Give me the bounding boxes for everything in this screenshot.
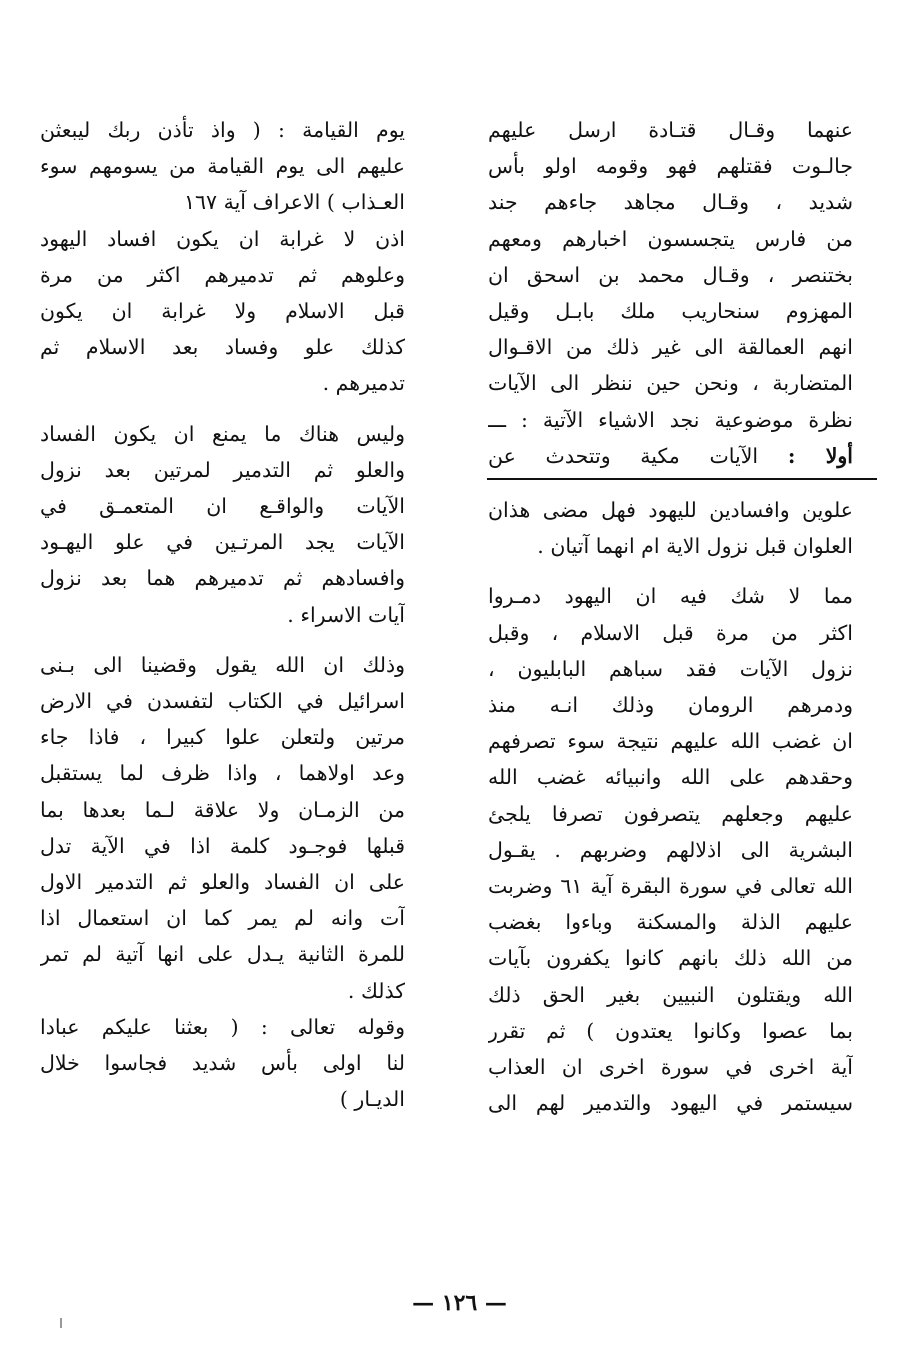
- text-line: قبل الاسلام ولا غرابة ان يكون: [40, 299, 405, 324]
- text-line: انهم العمالقة الى غير ذلك من الاقـوال: [488, 335, 853, 360]
- text-line: العلوان قبل نزول الاية ام انهما آتيان .: [537, 534, 853, 559]
- text-line: ودمرهم الرومان وذلك انـه منذ: [488, 693, 853, 718]
- text-line: وافسادهم ثم تدميرهم هما بعد نزول: [40, 566, 405, 591]
- text-line: من فارس يتجسسون اخبارهم ومعهم: [488, 226, 853, 251]
- text-line: نظرة موضوعية نجد الاشياء الآتية : ـــ: [488, 407, 853, 432]
- text-line: على ان الفساد والعلو ثم التدمير الاول: [40, 870, 405, 895]
- text-line: شديد ، وقـال مجاهد جاءهم جند: [488, 190, 853, 215]
- text-line: من الله ذلك بانهم كانوا يكفرون بآيات: [488, 946, 853, 971]
- right-paragraph-1: [488, 112, 853, 564]
- text-line: ان غضب الله عليهم نتيجة سوء تصرفهم: [488, 729, 853, 754]
- text-line: آية اخرى في سورة اخرى ان العذاب: [488, 1055, 853, 1080]
- text-line: والعلو ثم التدمير لمرتين بعد نزول: [40, 457, 405, 482]
- text-line: سيستمر في اليهود والتدمير لهم الى: [488, 1091, 853, 1116]
- text-line: مرتين ولتعلن علوا كبيرا ، فاذا جاء: [40, 725, 405, 750]
- text-line: الآيات يجد المرتـين في علو اليهـود: [40, 530, 405, 555]
- text-line: اذن لا غرابة ان يكون افساد اليهود: [40, 226, 405, 251]
- left-paragraph-1: [40, 112, 405, 221]
- text-line: لنا اولى بأس شديد فجاسوا خلال: [40, 1051, 405, 1076]
- text-line: عنهما وقـال قتـادة ارسل عليهم: [488, 118, 853, 142]
- text-line: قبلها فوجـود كلمة اذا في الآية تدل: [40, 833, 405, 858]
- horizontal-rule: [487, 478, 877, 480]
- heading-label: أولا :: [787, 443, 853, 468]
- text-line: وعد اولاهما ، واذا ظرف لما يستقبل: [40, 761, 405, 786]
- page-number: — ١٢٦ —: [412, 1290, 507, 1316]
- text-line: كذلك .: [347, 978, 405, 1003]
- text-line: للمرة الثانية يـدل على انها آتية لم تمر: [40, 942, 405, 967]
- scan-mark: [60, 1318, 62, 1328]
- heading-text: الآيات مكية وتتحدث عن: [488, 443, 759, 468]
- text-line: عليهم الى يوم القيامة من يسومهم سوء: [40, 154, 405, 179]
- text-line: من الزمـان ولا علاقة لـما بعدها بما: [40, 797, 405, 822]
- text-line: اكثر من مرة قبل الاسلام ، وقبل: [488, 620, 853, 645]
- right-paragraph-2: [488, 578, 853, 1121]
- text-line: وقوله تعالى : ( بعثنا عليكم عبادا: [40, 1014, 405, 1039]
- text-line: يوم القيامة : ( واذ تأذن ربك ليبعثن: [40, 118, 405, 142]
- left-paragraph-5: [40, 1009, 405, 1118]
- text-line: وليس هناك ما يمنع ان يكون الفساد: [40, 421, 405, 446]
- text-line: الله تعالى في سورة البقرة آية ٦١ وضربت: [488, 874, 853, 899]
- text-line: نزول الآيات فقد سباهم البابليون ،: [488, 656, 853, 681]
- text-line: وذلك ان الله يقول وقضينا الى بـنى: [40, 652, 405, 677]
- left-paragraph-4: [40, 647, 405, 1009]
- right-column: [488, 112, 853, 1121]
- text-line: المتضاربة ، ونحن حين ننظر الى الآيات: [488, 371, 853, 396]
- text-line: وعلوهم ثم تدميرهم اكثر من مرة: [40, 262, 405, 287]
- text-line: بختنصر ، وقـال محمد بن اسحق ان: [488, 262, 853, 287]
- left-paragraph-2: [40, 221, 405, 402]
- text-line: وحقدهم على الله وانبيائه غضب الله: [488, 765, 853, 790]
- text-line: تدميرهم .: [322, 371, 405, 396]
- text-line: عليهم وجعلهم يتصرفون تصرفا يلجئ: [488, 801, 853, 826]
- text-line: الله ويقتلون النبيين بغير الحق ذلك: [488, 982, 853, 1007]
- text-line: اسرائيل في الكتاب لتفسدن في الارض: [40, 689, 405, 714]
- section-heading: [488, 438, 853, 474]
- text-line: بما عصوا وكانوا يعتدون ) ثم تقرر: [488, 1018, 853, 1043]
- text-line: كذلك علو وفساد بعد الاسلام ثم: [40, 335, 405, 360]
- text-line: العـذاب ) الاعراف آية ١٦٧: [184, 190, 405, 215]
- text-line: المهزوم سنحاريب ملك بابـل وقيل: [488, 299, 853, 324]
- text-line: عليهم الذلة والمسكنة وباءوا بغضب: [488, 910, 853, 935]
- text-line: الديـار ): [339, 1087, 405, 1112]
- left-column: [40, 112, 405, 1117]
- text-line: علوين وافسادين لليهود فهل مضى هذان: [488, 498, 853, 523]
- text-line: مما لا شك فيه ان اليهود دمـروا: [488, 584, 853, 609]
- text-line: آت وانه لم يمر كما ان استعمال اذا: [40, 906, 405, 931]
- text-line: البشرية الى اذلالهم وضربهم . يقـول: [488, 837, 853, 862]
- text-line: آيات الاسراء .: [287, 602, 405, 627]
- left-paragraph-3: [40, 416, 405, 633]
- text-line: الآيات والواقـع ان المتعمـق في: [40, 494, 405, 519]
- text-line: جالـوت فقتلهم فهو وقومه اولو بأس: [488, 154, 853, 179]
